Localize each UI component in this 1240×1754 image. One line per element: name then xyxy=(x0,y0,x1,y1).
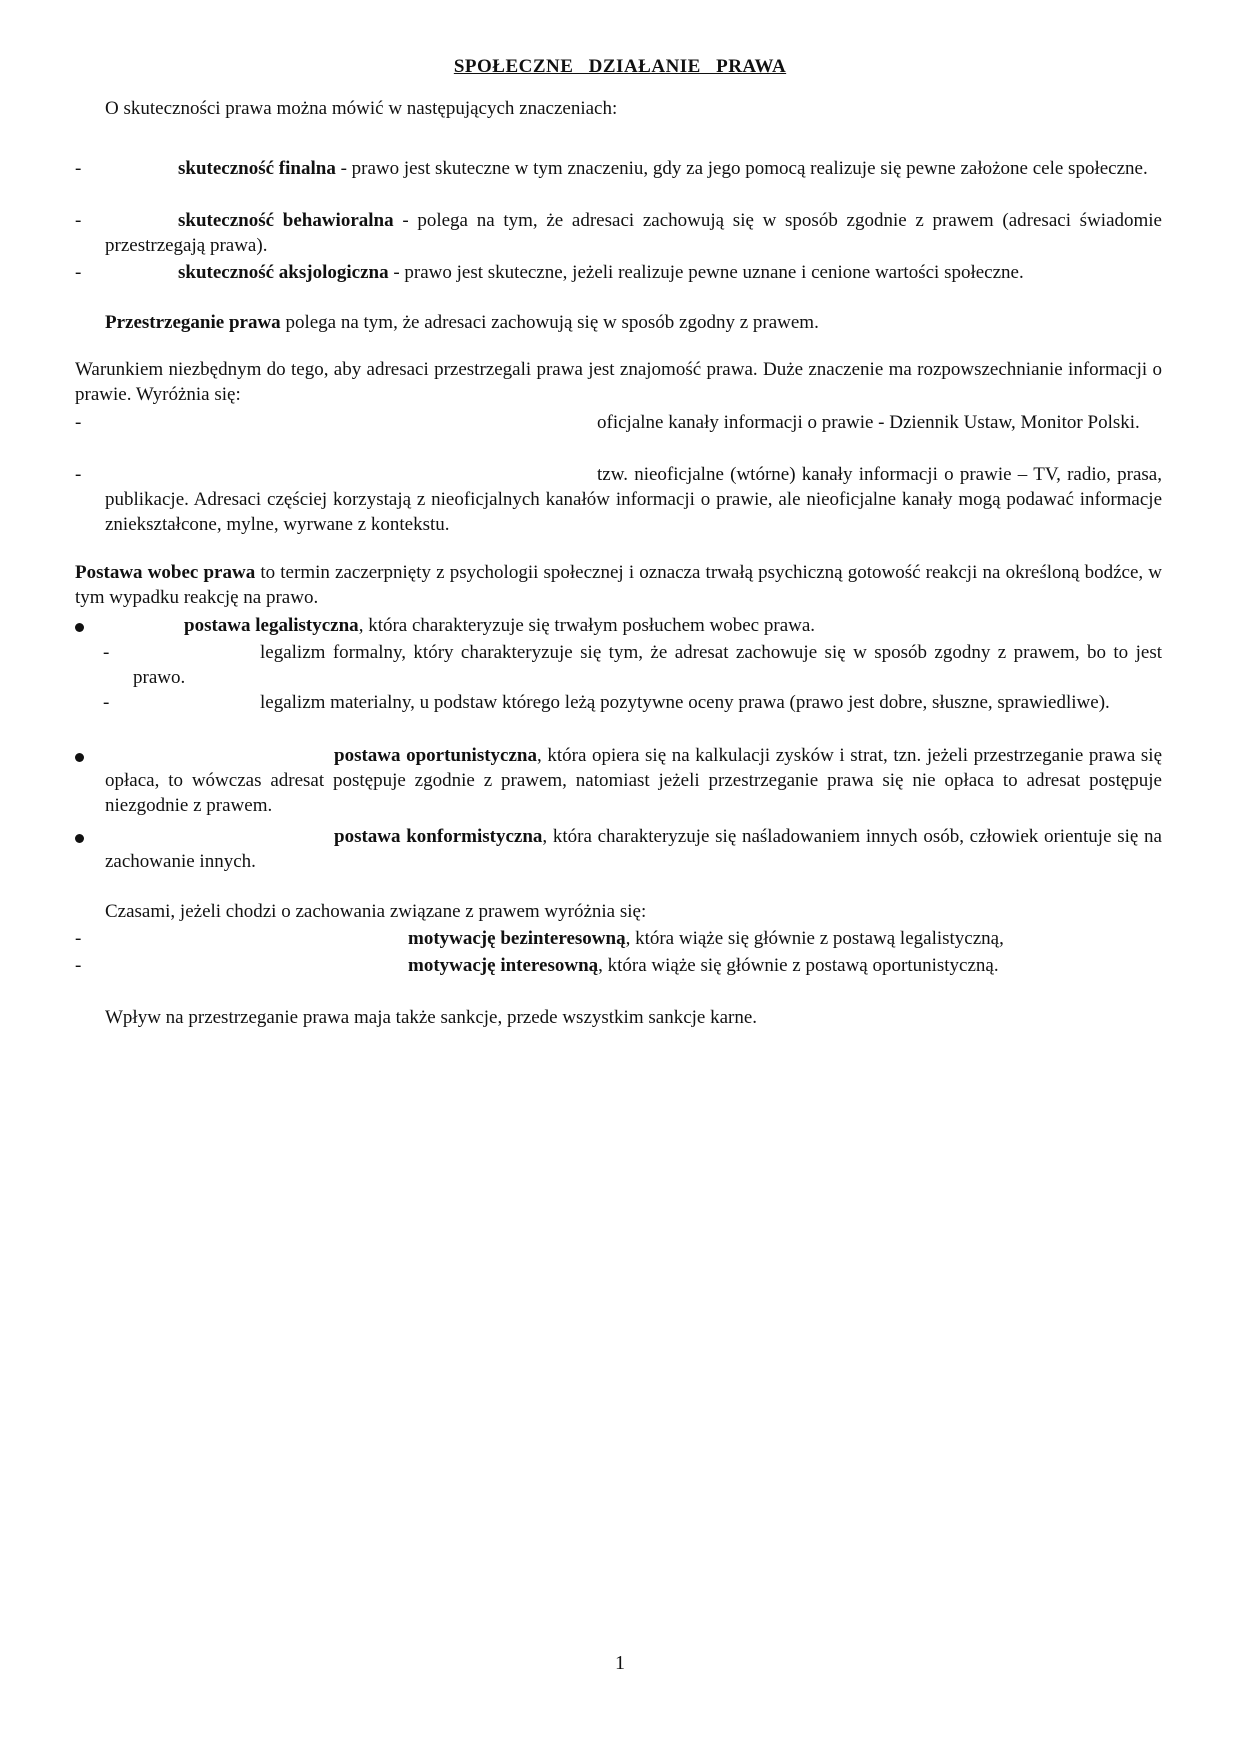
list-item xyxy=(75,410,1162,460)
document-title: SPOŁECZNE DZIAŁANIE PRAWA xyxy=(453,56,787,77)
term-description: - prawo jest skuteczne w tym znaczeniu, gdy za jego pomocą realizuje się pewne założone cele społeczne. xyxy=(335,158,1148,179)
dash-marker: - xyxy=(75,210,82,231)
bullet-icon xyxy=(75,753,84,762)
list-item xyxy=(75,156,1162,206)
dash-marker: - xyxy=(75,158,82,179)
list-item xyxy=(75,462,1162,537)
dash-marker: - xyxy=(75,955,82,976)
dash-marker: - xyxy=(75,412,82,433)
term-description: - prawo jest skuteczne, jeżeli realizuje pewne uznane i cenione wartości społeczne. xyxy=(388,262,1024,283)
compliance-paragraph: Przestrzeganie prawa polega na tym, że adresaci zachowują się w sposób zgodny z prawem. xyxy=(105,312,819,333)
conformist-term: postawa konformistyczna xyxy=(334,826,543,847)
bullet-icon xyxy=(75,834,84,843)
list-item xyxy=(75,260,1162,285)
formal-legalism: legalizm formalny, który charakteryzuje się tym, że adresat zachowuje się w sposób zgodny z prawem, bo to jest prawo. xyxy=(133,642,1162,688)
attitude-paragraph: Postawa wobec prawa to termin zaczerpnięty z psychologii społecznej i oznacza trwałą psychiczną gotowość reakcji na określoną bodźce, w tym wypadku reakcję na prawo. xyxy=(75,562,1162,608)
list-item: - motywację interesowną, która wiąże się głównie z postawą oportunistyczną. xyxy=(75,955,999,976)
dash-marker: - xyxy=(75,262,82,283)
bullet-item: postawa konformistyczna, która charakteryzuje się naśladowaniem innych osób, człowiek orientuje się na zachowanie innych. xyxy=(75,824,1162,874)
official-channels: oficjalne kanały informacji o prawie - Dziennik Ustaw, Monitor Polski. xyxy=(597,412,1140,433)
bullet-item: postawa legalistyczna, która charakteryzuje się trwałym posłuchem wobec prawa. xyxy=(75,613,1162,638)
bullet-icon xyxy=(75,623,84,632)
unofficial-channels: tzw. nieoficjalne (wtórne) kanały informacji o prawie – TV, radio, prasa, publikacje. Adresaci częściej korzystają z nieoficjalnych kanałów informacji o prawie, ale nieoficjalne kanały mogą podawać informacje zniekształcone, mylne, wyrwane z kontekstu. xyxy=(105,464,1162,535)
term-finalna: skuteczność finalna xyxy=(178,158,336,179)
motivation-intro: Czasami, jeżeli chodzi o zachowania związane z prawem wyróżnia się: xyxy=(105,901,647,922)
attitude-term: Postawa wobec prawa xyxy=(75,562,256,583)
compliance-term: Przestrzeganie prawa xyxy=(105,312,281,333)
opportunistic-term: postawa oportunistyczna xyxy=(334,745,537,766)
interested-motivation: motywację interesowną xyxy=(408,955,599,976)
term-aksjologiczna: skuteczność aksjologiczna xyxy=(178,262,389,283)
dash-marker: - xyxy=(75,928,82,949)
dash-marker: - xyxy=(75,464,82,485)
material-legalism: legalizm materialny, u podstaw którego leżą pozytywne oceny prawa (prawo jest dobre, słuszne, sprawiedliwe). xyxy=(260,692,1110,713)
legalistic-term: postawa legalistyczna xyxy=(184,615,359,636)
term-description: - polega na tym, że adresaci zachowują się w sposób zgodnie z prawem (adresaci świadomie przestrzegają prawa). xyxy=(105,210,1162,256)
list-item: - motywację bezinteresowną, która wiąże się głównie z postawą legalistyczną, xyxy=(75,928,1004,949)
term-behawioralna: skuteczność behawioralna xyxy=(178,210,394,231)
bullet-item: postawa oportunistyczna, która opiera się na kalkulacji zysków i strat, tzn. jeżeli przestrzeganie prawa się opłaca, to wówczas adresat postępuje zgodnie z prawem, natomiast jeżeli przestrzeganie prawa się nie opłaca to adresat postępuje niezgodnie z prawem. xyxy=(75,743,1162,818)
knowledge-paragraph: Warunkiem niezbędnym do tego, aby adresaci przestrzegali prawa jest znajomość prawa. Duże znaczenie ma rozpowszechnianie informacji o prawie. Wyróżnia się: xyxy=(75,359,1162,405)
sub-list-item xyxy=(103,640,1162,690)
sub-list-item xyxy=(103,690,1162,740)
dash-marker: - xyxy=(103,642,110,663)
list-item xyxy=(75,208,1162,258)
sanctions-paragraph: Wpływ na przestrzeganie prawa maja także sankcje, przede wszystkim sankcje karne. xyxy=(105,1007,758,1028)
page-number: 1 xyxy=(615,1652,625,1674)
dash-marker: - xyxy=(103,692,110,713)
intro-paragraph: O skuteczności prawa można mówić w następujących znaczeniach: xyxy=(105,98,618,119)
disinterested-motivation: motywację bezinteresowną xyxy=(408,928,626,949)
